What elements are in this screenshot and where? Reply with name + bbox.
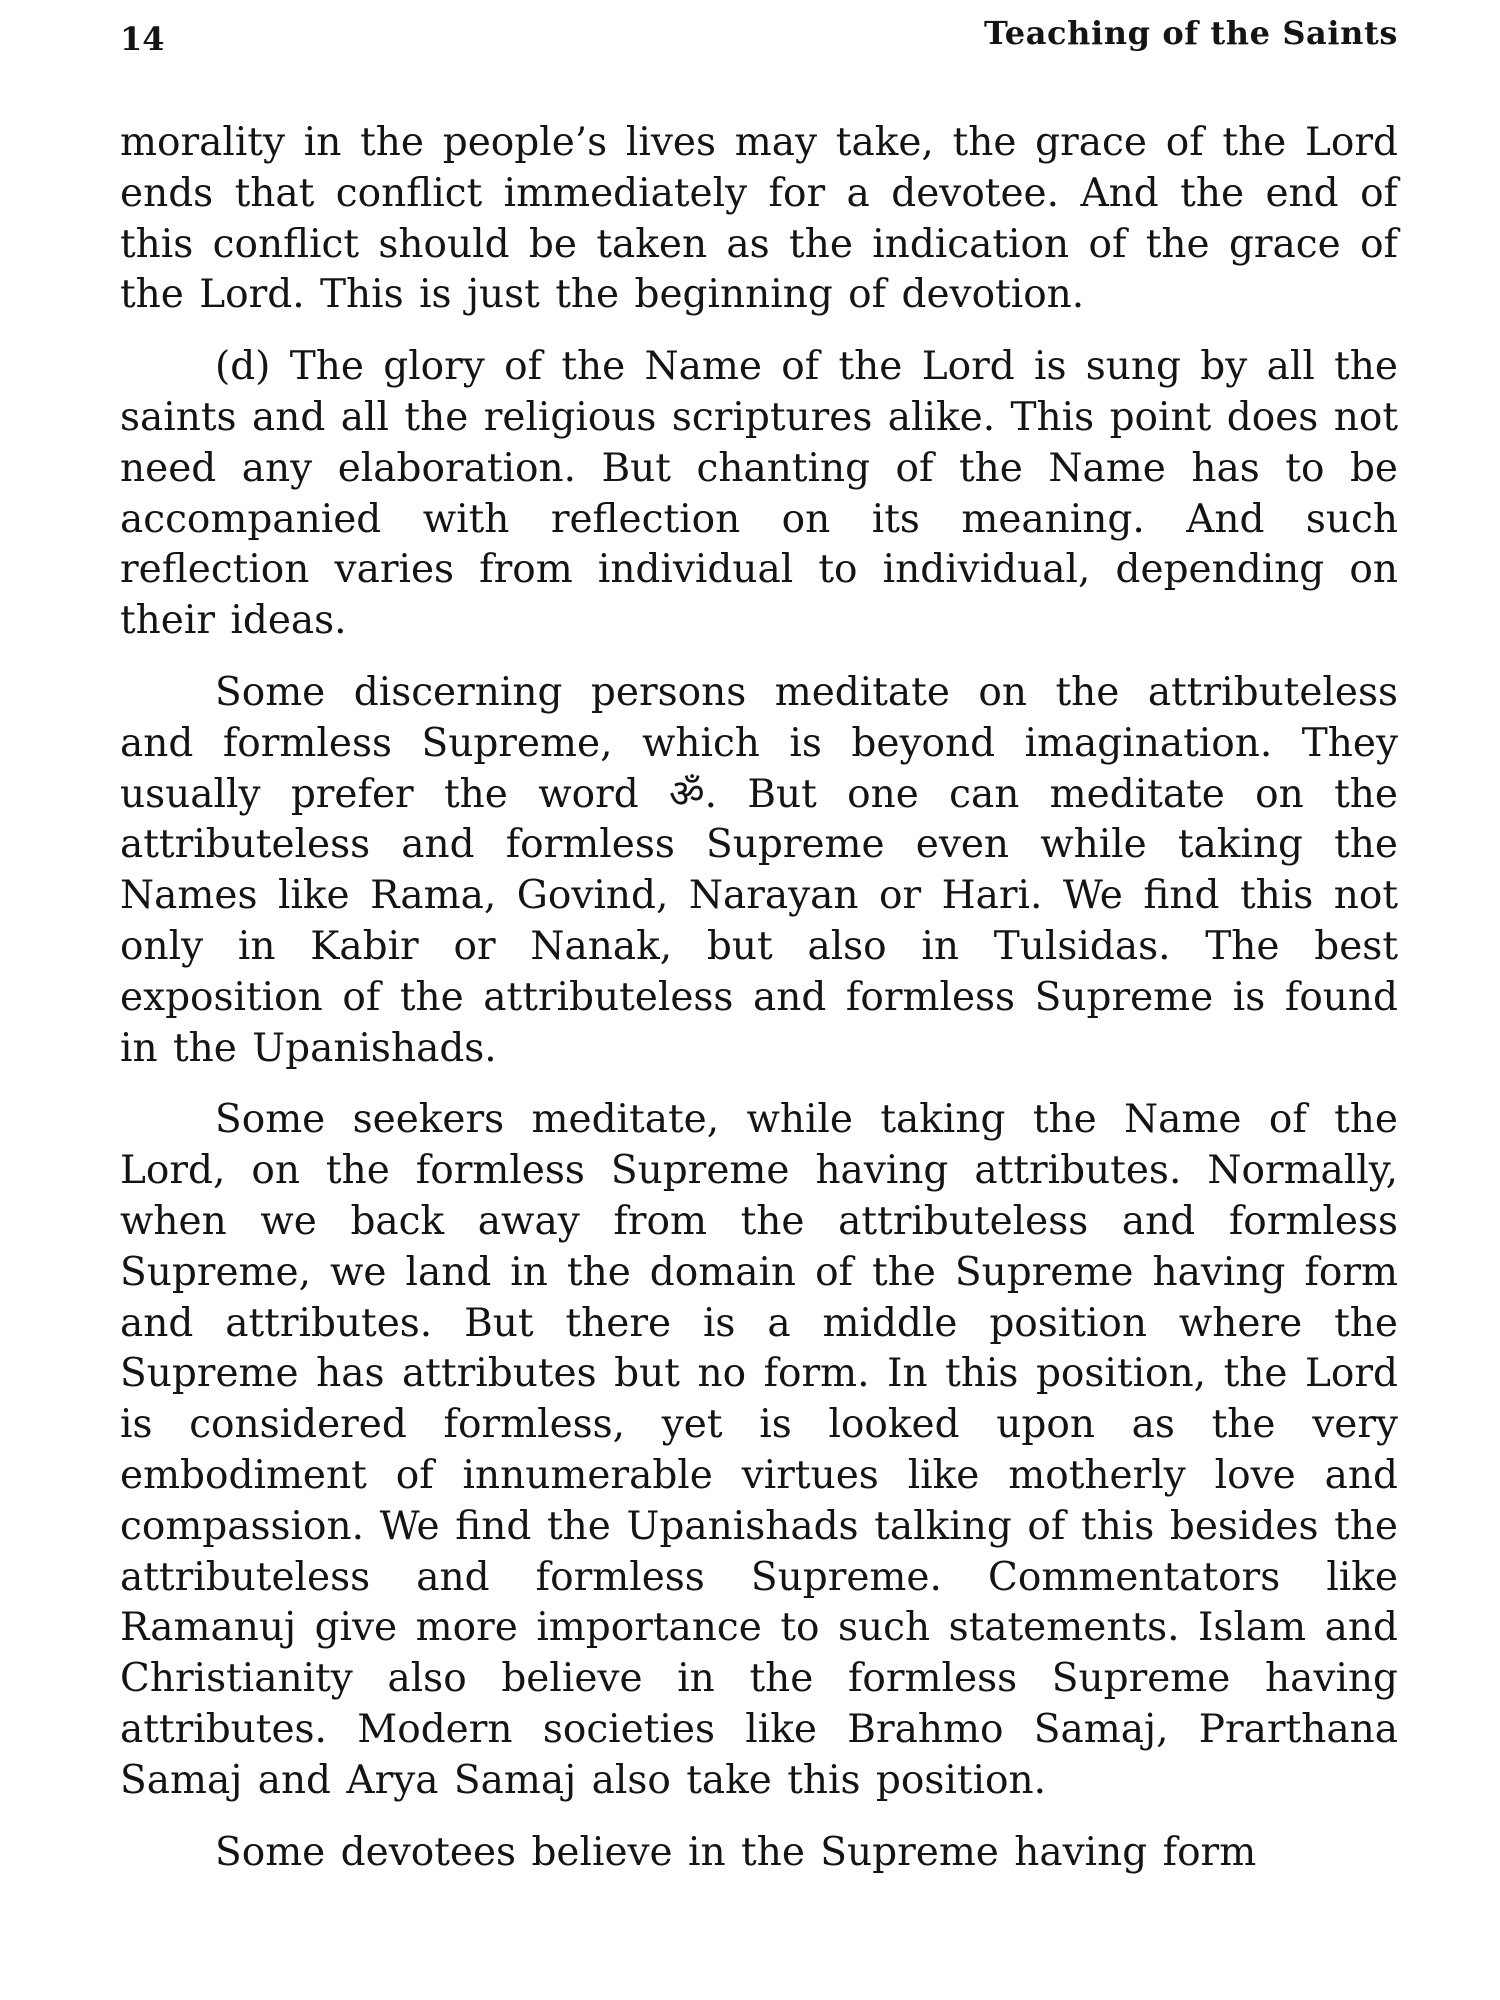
paragraph-supreme-with-form: Some devotees believe in the Supreme having form [215,1829,1257,1875]
paragraph-continuation: morality in the people’s lives may take, the grace of the Lord ends that conflict immediately for a devotee. And the end of this conflict should be taken as the indication of the grace of the Lord. This is just the beginning of devotion. [120,120,1398,318]
paragraph-formless-with-attributes: Some seekers meditate, while taking the Name of the Lord, on the formless Supreme having attributes. Normally, when we back away from the attributeless and formless Supreme, we land in the domain of the Supreme having form and attributes. But there is a middle position where the Supreme has attributes but no form. In this position, the Lord is considered formless, yet is looked upon as the very embodiment of innumerable virtues like motherly love and compassion. We find the Upanishads talking of this besides the attributeless and formless Supreme. Commentators like Ramanuj give more importance to such statements. Islam and Christianity also believe in the formless Supreme having attributes. Modern societies like Brahmo Samaj, Prarthana Samaj and Arya Samaj also take this position. [120,1097,1398,1803]
running-title: Teaching of the Saints [984,14,1398,52]
paragraph-attributeless-supreme: Some discerning persons meditate on the attributeless and formless Supreme, which is beyond imagination. They usually prefer the word ॐ. But one can meditate on the attributeless and formless Supreme even while taking the Names like Rama, Govind, Narayan or Hari. We find this not only in Kabir or Nanak, but also in Tulsidas. The best exposition of the attributeless and formless Supreme is found in the Upanishads. [120,669,1398,1071]
body-text [120,118,1398,1899]
paragraph-name-glory: (d) The glory of the Name of the Lord is sung by all the saints and all the religious scriptures alike. This point does not need any elaboration. But chanting of the Name has to be accompanied with reflection on its meaning. And such reflection varies from individual to individual, depending on their ideas. [120,344,1398,644]
page-header [120,14,1398,60]
page-number: 14 [120,20,165,58]
